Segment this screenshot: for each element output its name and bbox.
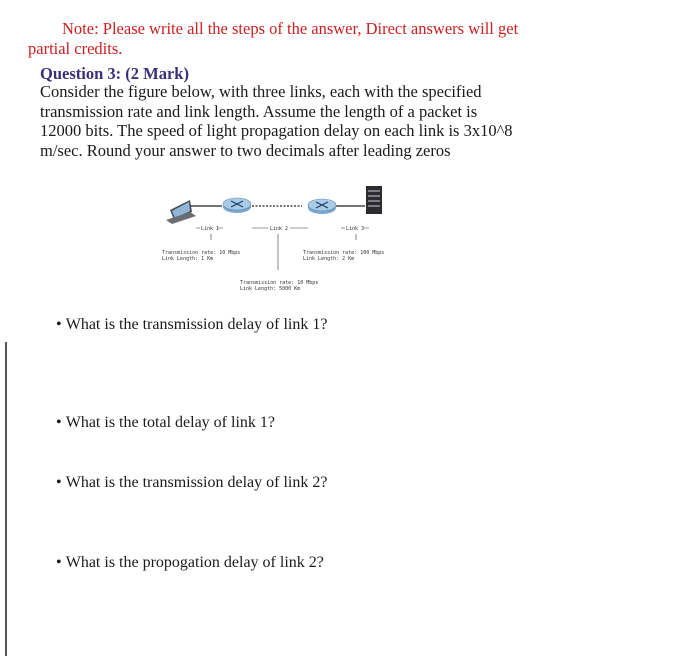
question-line: Consider the figure below, with three links, each with the specified <box>40 82 482 101</box>
question-item: What is the propogation delay of link 2? <box>65 554 324 571</box>
router-icon <box>223 198 251 213</box>
network-diagram <box>160 182 410 297</box>
question-line: transmission rate and link length. Assume the length of a packet is <box>40 101 478 121</box>
link2-length: Link Length: 5000 Km <box>240 286 301 292</box>
list-item <box>56 474 327 492</box>
margin-bar <box>5 342 7 656</box>
link3-length: Link Length: 2 Km <box>303 256 355 262</box>
question-line: m/sec. Round your answer to two decimals after leading zeros <box>40 140 451 160</box>
list-item <box>56 554 324 572</box>
question-item: What is the transmission delay of link 1? <box>65 316 328 333</box>
question-title: Question 3: (2 Mark) <box>40 64 189 83</box>
bullet-icon: • <box>56 316 62 333</box>
link2-rate: Transmission rate: 10 Mbps <box>240 280 319 286</box>
bullet-icon: • <box>56 554 62 571</box>
question-body <box>40 82 600 160</box>
link2-label: Link 2 <box>270 226 289 232</box>
link1-length: Link Length: 1 Km <box>162 256 214 262</box>
bullet-icon: • <box>56 414 62 431</box>
list-item <box>56 414 275 432</box>
question-item: What is the total delay of link 1? <box>65 414 275 431</box>
link3-rate: Transmission rate: 100 Mbps <box>303 250 385 256</box>
note-line-2: partial credits. <box>28 39 123 58</box>
link1-rate: Transmission rate: 10 Mbps <box>162 250 241 256</box>
list-item <box>56 316 327 334</box>
note-line-1: Note: Please write all the steps of the answer, Direct answers will get <box>62 19 519 38</box>
laptop-icon <box>166 200 196 224</box>
question-item: What is the transmission delay of link 2? <box>65 474 328 491</box>
link1-label: Link 1 <box>201 226 220 232</box>
question-line: 12000 bits. The speed of light propagation delay on each link is 3x10^8 <box>40 121 513 141</box>
bullet-icon: • <box>56 474 62 491</box>
server-icon <box>366 186 382 214</box>
note <box>28 19 668 59</box>
router-icon <box>308 199 336 214</box>
link3-label: Link 3 <box>346 226 365 232</box>
